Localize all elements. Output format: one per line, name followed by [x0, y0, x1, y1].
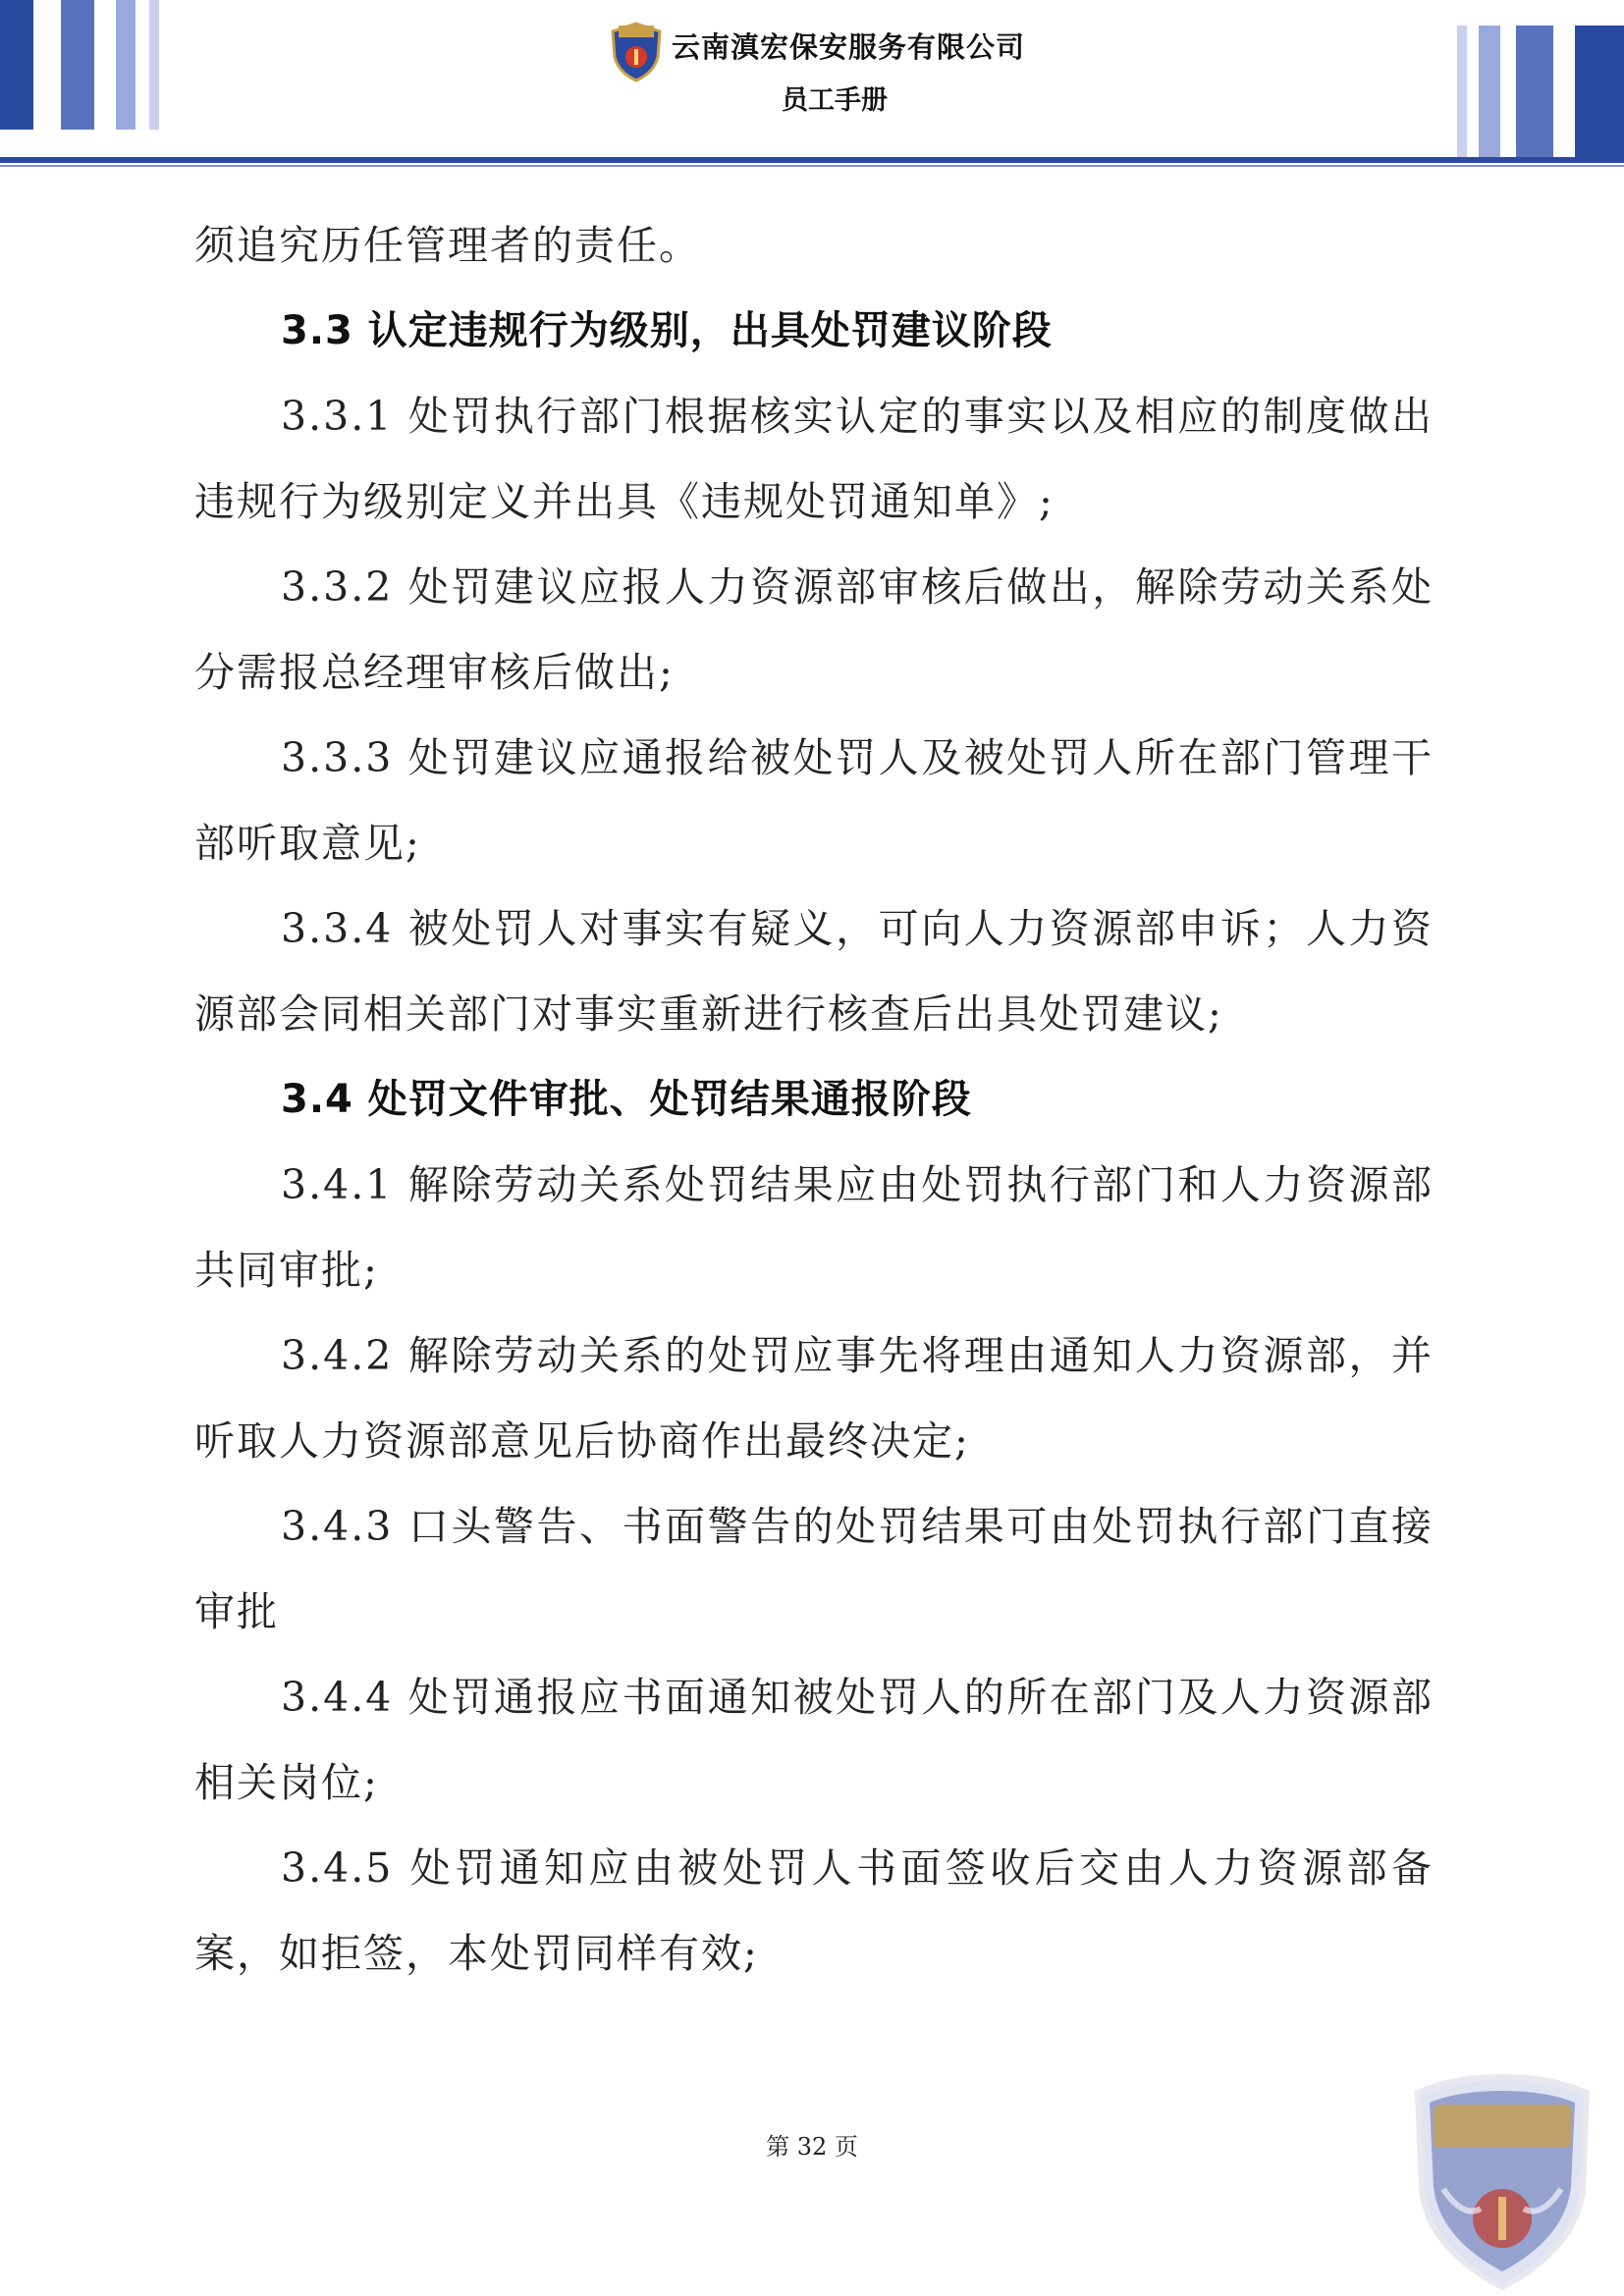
paragraph-3-4-2: 3.4.2 解除劳动关系的处罚应事先将理由通知人力资源部，并听取人力资源部意见后协商作出最终决定;	[194, 1332, 1434, 1465]
shield-logo-icon	[609, 22, 664, 82]
paragraph-3-3-1: 3.3.1 处罚执行部门根据核实认定的事实以及相应的制度做出违规行为级别定义并出具《违规处罚通知单》;	[194, 393, 1434, 525]
paragraph-3-4-4: 3.4.4 处罚通报应书面通知被处罚人的所在部门及人力资源部相关岗位;	[194, 1674, 1434, 1806]
paragraph-3-3-3: 3.3.3 处罚建议应通报给被处罚人及被处罚人所在部门管理干部听取意见;	[194, 734, 1434, 867]
paragraph-3-4-5: 3.4.5 处罚通知应由被处罚人书面签收后交由人力资源部备案，如拒签，本处罚同样有效;	[194, 1844, 1434, 1977]
header-rule-thin	[0, 165, 1624, 167]
company-badge-icon	[1404, 2071, 1600, 2292]
section-heading-3-3: 3.3 认定违规行为级别，出具处罚建议阶段	[281, 308, 1053, 353]
page-number: 第 32 页	[766, 2133, 858, 2161]
paragraph: 须追究历任管理者的责任。	[194, 222, 701, 269]
header	[609, 22, 1026, 139]
paragraph-3-4-1: 3.4.1 解除劳动关系处罚结果应由处罚执行部门和人力资源部共同审批;	[194, 1161, 1434, 1294]
document-title: 员工手册	[782, 85, 888, 116]
paragraph-3-4-3: 3.4.3 口头警告、书面警告的处罚结果可由处罚执行部门直接审批	[194, 1503, 1434, 1635]
header-rule	[0, 157, 1624, 163]
section-heading-3-4: 3.4 处罚文件审批、处罚结果通报阶段	[281, 1077, 972, 1122]
company-name: 云南滇宏保安服务有限公司	[672, 30, 1026, 64]
page-body	[194, 203, 1434, 1997]
paragraph-3-3-2: 3.3.2 处罚建议应报人力资源部审核后做出，解除劳动关系处分需报总经理审核后做出;	[194, 563, 1434, 696]
paragraph-3-3-4: 3.3.4 被处罚人对事实有疑义，可向人力资源部申诉；人力资源部会同相关部门对事实重新进行核查后出具处罚建议;	[194, 905, 1434, 1038]
